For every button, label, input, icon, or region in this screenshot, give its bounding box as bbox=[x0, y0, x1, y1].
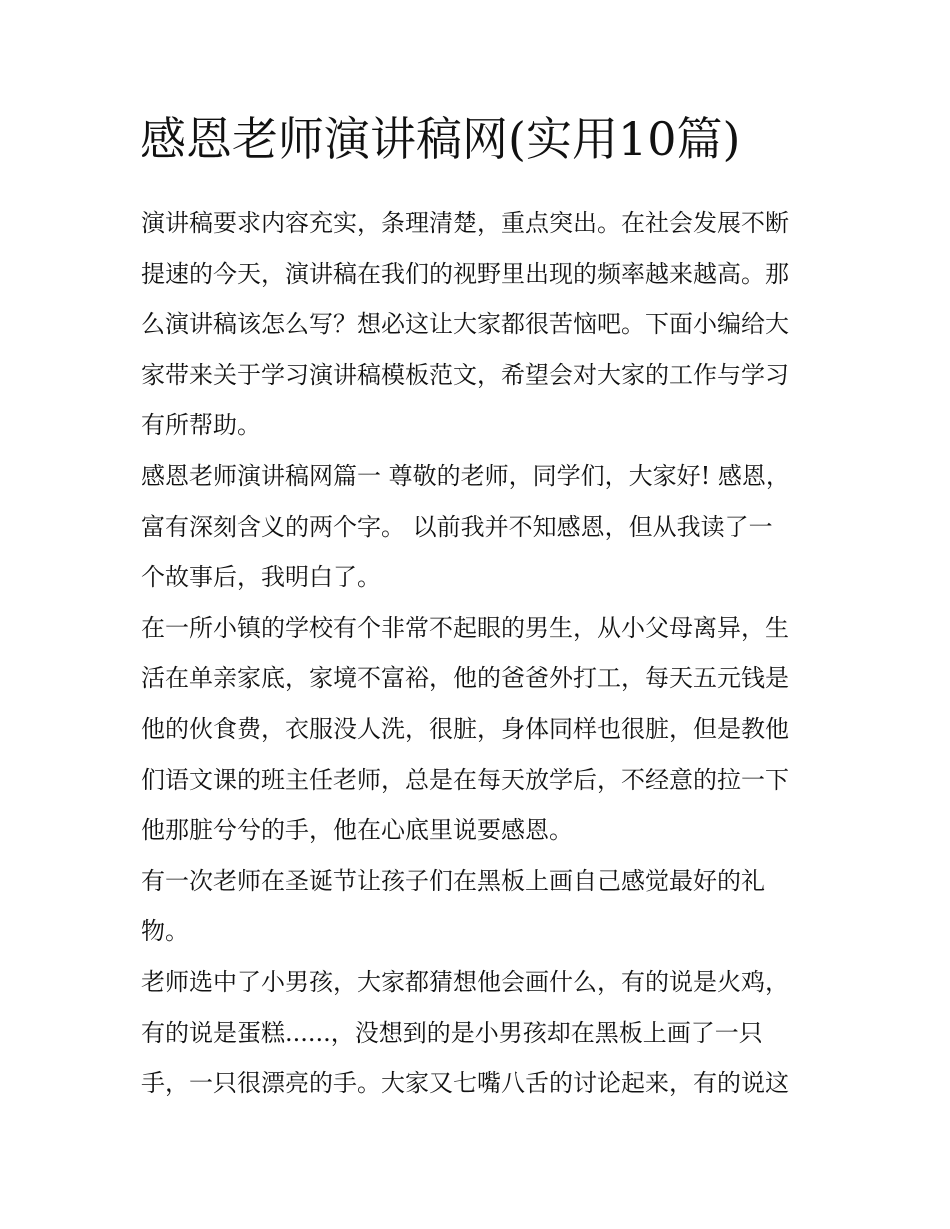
text-line: 感恩老师演讲稿网篇一 尊敬的老师，同学们，大家好! 感恩， bbox=[141, 461, 790, 490]
text-line: 富有深刻含义的两个字。 以前我并不知感恩，但从我读了一 bbox=[141, 512, 773, 541]
paragraph-intro bbox=[141, 198, 813, 451]
text-line: 他的伙食费，衣服没人洗，很脏，身体同样也很脏，但是教他 bbox=[141, 714, 789, 743]
text-line: 手，一只很漂亮的手。大家又七嘴八舌的讨论起来，有的说这 bbox=[141, 1069, 789, 1098]
text-line: 么演讲稿该怎么写？想必这让大家都很苦恼吧。下面小编给大 bbox=[141, 310, 789, 339]
document-body bbox=[141, 198, 813, 1109]
text-line: 家带来关于学习演讲稿模板范文，希望会对大家的工作与学习 bbox=[141, 360, 789, 389]
paragraph-christmas bbox=[141, 856, 813, 957]
text-line: 老师选中了小男孩，大家都猜想他会画什么，有的说是火鸡， bbox=[141, 967, 789, 996]
text-line: 提速的今天，演讲稿在我们的视野里出现的频率越来越高。那 bbox=[141, 259, 789, 288]
text-line: 有一次老师在圣诞节让孩子们在黑板上画自己感觉最好的礼 bbox=[141, 866, 765, 895]
text-line: 有所帮助。 bbox=[141, 411, 261, 440]
text-line: 活在单亲家底，家境不富裕，他的爸爸外打工，每天五元钱是 bbox=[141, 664, 789, 693]
paragraph-story bbox=[141, 603, 813, 856]
document-title: 感恩老师演讲稿网(实用10篇) bbox=[140, 112, 741, 166]
paragraph-drawing bbox=[141, 957, 813, 1109]
paragraph-section-one bbox=[141, 451, 813, 603]
text-line: 演讲稿要求内容充实，条理清楚，重点突出。在社会发展不断 bbox=[141, 209, 789, 237]
text-line: 们语文课的班主任老师，总是在每天放学后，不经意的拉一下 bbox=[141, 765, 789, 794]
text-line: 在一所小镇的学校有个非常不起眼的男生，从小父母离异，生 bbox=[141, 613, 789, 642]
text-line: 物。 bbox=[141, 917, 189, 946]
text-line: 他那脏兮兮的手，他在心底里说要感恩。 bbox=[141, 816, 573, 845]
text-line: 有的说是蛋糕......，没想到的是小男孩却在黑板上画了一只 bbox=[141, 1018, 763, 1047]
text-line: 个故事后，我明白了。 bbox=[141, 563, 381, 592]
